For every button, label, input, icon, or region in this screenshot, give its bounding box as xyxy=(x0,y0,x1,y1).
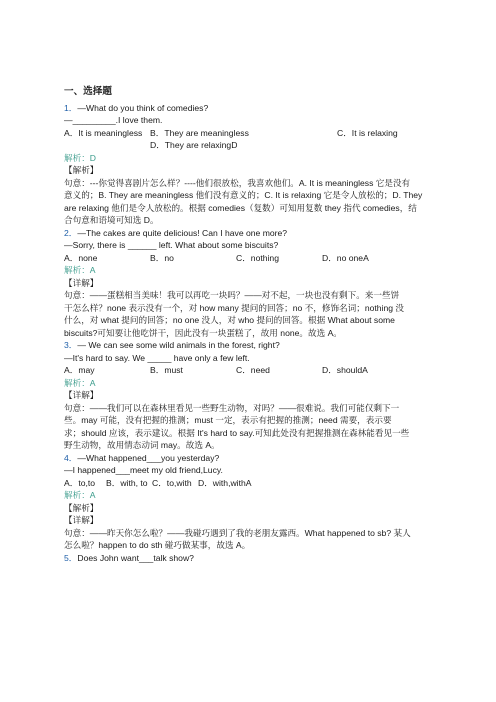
option-d: D．shouldA xyxy=(322,365,368,375)
option-c: C．It is relaxing xyxy=(337,127,398,138)
question-block xyxy=(64,227,432,340)
explanation: 句意：——蛋糕相当美味！我可以再吃一块吗？——对不起，一块也没有剩下。来一些饼 干怎么样？none 表示没有一个，对 how many 提问的回答；no 不，修饰名词；nothing 没 什么，对 what 提问的回答；no one 没人，对 who 提问的回答。根据 What about some biscuits?可知要让他吃饼干，因此没有一块蛋糕了，故用 none。故选 A。 xyxy=(64,290,405,338)
question-stem-line: —Sorry, there is ______ left. What about some biscuits? xyxy=(64,240,279,250)
tag-label: 【详解】 xyxy=(64,277,99,288)
option-c: C．need xyxy=(236,365,270,375)
question-block xyxy=(64,452,432,552)
question-number: 3． xyxy=(64,340,78,350)
question-number: 5． xyxy=(64,552,78,563)
question-stem: 5．Does John want___talk show? xyxy=(64,552,194,563)
tag-label: 【解析】 xyxy=(64,165,99,175)
option-a: A．It is meaningless xyxy=(64,127,143,138)
question-number: 4． xyxy=(64,452,78,463)
options-row xyxy=(64,127,432,140)
question-stem: 1．—What do you think of comedies? xyxy=(64,102,209,113)
tag-label: 【详解】 xyxy=(64,390,99,400)
question-stem: 4．—What happened___you yesterday? xyxy=(64,452,220,463)
option-a: A．none xyxy=(64,252,98,263)
option-d: D．They are relaxingD xyxy=(150,140,238,150)
question-stem-line: —_________.I love them. xyxy=(64,115,163,125)
explanation: 句意：——我们可以在森林里看见一些野生动物，对吗？——很难说。我们可能仅剩下一 些。may 可能，没有把握的推测；must 一定，表示有把握的推测；need 需要，表示要 求；should 应该，表示建议。根据 It's hard to say.可知此处没有把握推测在森林能看见一些 野生动物，故用情态动词 may。故选 A。 xyxy=(64,402,410,450)
options-row xyxy=(64,252,432,265)
option-c: C．nothing xyxy=(236,252,279,263)
answer-analysis: 解析：A xyxy=(64,377,96,388)
option-c: C．to,with xyxy=(152,477,192,488)
question-stem: 2．—The cakes are quite delicious! Can I have one more? xyxy=(64,227,288,238)
answer-analysis: 解析：A xyxy=(64,490,96,500)
tag-label: 【详解】 xyxy=(64,515,99,525)
question-stem-line: —I happened___meet my old friend,Lucy. xyxy=(64,465,223,475)
option-d: D．with,withA xyxy=(198,477,252,488)
option-b: B．must xyxy=(150,365,183,375)
answer-analysis: 解析：D xyxy=(64,152,96,163)
explanation: 句意：——昨天你怎么啦？——我碰巧遇到了我的老朋友露西。What happened to sb? 某人 怎么啦？happen to do sth 碰巧做某事，故选 A。 xyxy=(64,527,411,550)
question-number: 1． xyxy=(64,102,78,113)
option-b: B．with, to xyxy=(106,477,148,488)
question-block xyxy=(64,552,432,565)
explanation: 句意：---你觉得喜剧片怎么样？----他们很放松，我喜欢他们。A. It is meaningless 它是没有 意义的；B. They are meaningless 他们没有意义的；C. It is relaxing 它是令人放松的；D. They are relaxing 他们是令人放松的。根据 comedies（复数）可知用复数 they 指代 comedies，结 合句意和语境可知选 D。 xyxy=(64,177,423,225)
question-stem-line: —It's hard to say. We _____ have only a few left. xyxy=(64,352,250,363)
tag-label: 【解析】 xyxy=(64,502,99,513)
option-a: A．to,to xyxy=(64,477,96,488)
option-b: B．They are meaningless xyxy=(150,127,249,138)
question-block xyxy=(64,339,432,452)
options-row xyxy=(64,477,432,490)
option-b: B．no xyxy=(150,252,174,263)
option-d: D．no oneA xyxy=(322,252,369,263)
options-row xyxy=(64,364,432,377)
question-stem: 3．— We can see some wild animals in the forest, right? xyxy=(64,340,280,350)
answer-analysis: 解析：A xyxy=(64,265,96,275)
section-title: 一、选择题 xyxy=(64,86,112,97)
option-a: A．may xyxy=(64,365,95,375)
question-number: 2． xyxy=(64,227,78,238)
question-block xyxy=(64,102,432,227)
